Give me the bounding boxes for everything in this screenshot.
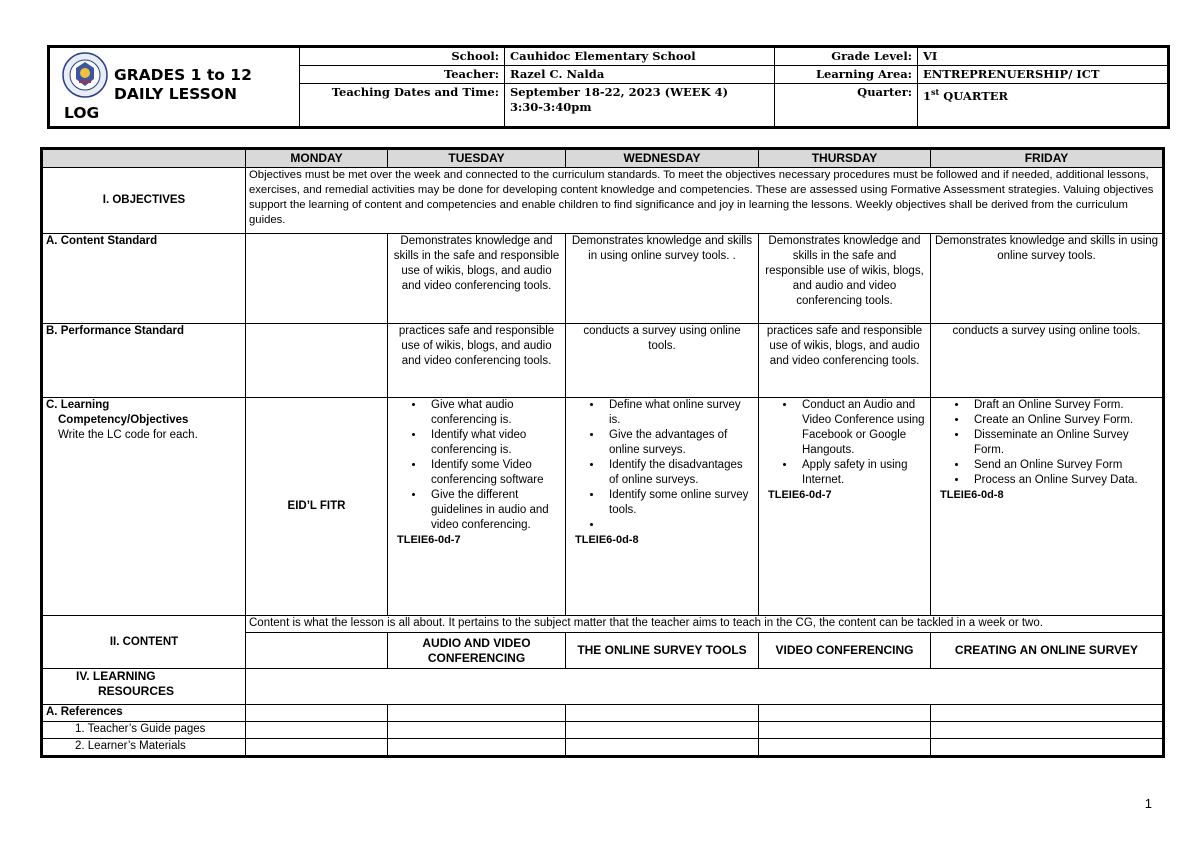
competency-wed-item: • Identify the disadvantages of online surveys. <box>603 458 755 488</box>
content-monday <box>246 633 388 669</box>
quarter-text: QUARTER <box>939 88 1009 103</box>
lesson-log-header <box>47 45 1170 129</box>
competency-label-line2: Competency/Objectives <box>58 414 189 426</box>
resources-row <box>43 669 1163 705</box>
resources-label <box>43 669 246 705</box>
competency-label-line1: C. Learning <box>46 399 110 411</box>
competency-label-line3: Write the LC code for each. <box>58 429 198 441</box>
references-wednesday <box>566 705 759 722</box>
lc-code-friday: TLEIE6-0d-8 <box>940 489 1004 501</box>
objectives-row <box>43 168 1163 234</box>
lm-thursday <box>759 739 931 756</box>
competency-friday <box>931 398 1163 616</box>
teaching-dates-cell <box>505 84 775 127</box>
day-thursday: THURSDAY <box>759 150 931 168</box>
competency-tue-item: • Give what audio conferencing is. <box>425 398 562 428</box>
competency-monday: EID’L FITR <box>246 398 388 616</box>
content-note: Content is what the lesson is all about. It pertains to the subject matter that the teacher aims to teach in the CG, the content can be tackled in a week or two. <box>246 616 1163 633</box>
day-monday: MONDAY <box>246 150 388 168</box>
competency-fri-item: • Disseminate an Online Survey Form. <box>968 428 1159 458</box>
references-label: A. References <box>43 705 246 722</box>
competency-friday-list <box>934 398 1159 488</box>
content-standard-tuesday: Demonstrates knowledge and skills in the safe and responsible use of wikis, blogs, and audio and video conferencing tools. <box>388 234 566 324</box>
content-wednesday: THE ONLINE SURVEY TOOLS <box>566 633 759 669</box>
competency-tuesday <box>388 398 566 616</box>
lm-wednesday <box>566 739 759 756</box>
competency-tue-item: • Give the different guidelines in audio and video conferencing. <box>425 488 562 533</box>
references-friday <box>931 705 1163 722</box>
content-standard-row <box>43 234 1163 324</box>
header-logo-cell <box>50 48 300 127</box>
content-thursday: VIDEO CONFERENCING <box>759 633 931 669</box>
dll-title-line2: DAILY LESSON <box>114 85 237 103</box>
lm-monday <box>246 739 388 756</box>
performance-standard-row <box>43 324 1163 398</box>
teachers-guide-row <box>43 722 1163 739</box>
days-header-row <box>43 150 1163 168</box>
competency-fri-item: • Draft an Online Survey Form. <box>968 398 1159 413</box>
content-standard-thursday: Demonstrates knowledge and skills in the safe and responsible use of wikis, blogs, and audio and video conferencing tools. <box>759 234 931 324</box>
competency-label <box>43 398 246 616</box>
references-row <box>43 705 1163 722</box>
references-tuesday <box>388 705 566 722</box>
content-tuesday: AUDIO AND VIDEO CONFERENCING <box>388 633 566 669</box>
performance-standard-label: B. Performance Standard <box>43 324 246 398</box>
competency-wed-item: • Identify some online survey tools. <box>603 488 755 518</box>
page-number: 1 <box>1144 796 1152 811</box>
school-value: Cauhidoc Elementary School <box>505 48 775 66</box>
learning-area-value: ENTREPRENUERSHIP/ ICT <box>918 66 1168 84</box>
resources-label-line2: RESOURCES <box>98 684 175 698</box>
competency-tue-item: • Identify what video conferencing is. <box>425 428 562 458</box>
content-standard-wednesday: Demonstrates knowledge and skills in using online survey tools. . <box>566 234 759 324</box>
content-standard-friday: Demonstrates knowledge and skills in using online survey tools. <box>931 234 1163 324</box>
teaching-dates-label: Teaching Dates and Time: <box>300 84 505 127</box>
day-wednesday: WEDNESDAY <box>566 150 759 168</box>
competency-wed-item: • Give the advantages of online surveys. <box>603 428 755 458</box>
competency-thu-item: • Apply safety in using Internet. <box>796 458 927 488</box>
competency-wed-item <box>603 518 755 533</box>
content-standard-label: A. Content Standard <box>43 234 246 324</box>
competency-fri-item: • Create an Online Survey Form. <box>968 413 1159 428</box>
competency-tuesday-list <box>391 398 562 533</box>
lesson-log-table <box>42 149 1163 756</box>
objectives-text: Objectives must be met over the week and connected to the curriculum standards. To meet the objectives necessary procedures must be followed and if needed, additional lessons, exercises, and remedial activities may be done for developing content knowledge and competencies. These are assessed using Formative Assessment strategies. Valuing objectives support the learning of content and competencies and enable children to find significance and joy in learning the lessons. Weekly objectives shall be derived from the curriculum guides. <box>246 168 1163 234</box>
content-label: II. CONTENT <box>43 616 246 669</box>
day-friday: FRIDAY <box>931 150 1163 168</box>
lm-tuesday <box>388 739 566 756</box>
day-tuesday: TUESDAY <box>388 150 566 168</box>
tg-wednesday <box>566 722 759 739</box>
competency-wednesday <box>566 398 759 616</box>
references-monday <box>246 705 388 722</box>
competency-fri-item: • Send an Online Survey Form <box>968 458 1159 473</box>
tg-friday <box>931 722 1163 739</box>
competency-thu-item: • Conduct an Audio and Video Conference using Facebook or Google Hangouts. <box>796 398 927 458</box>
teacher-value: Razel C. Nalda <box>505 66 775 84</box>
school-label: School: <box>300 48 505 66</box>
lc-code-tuesday: TLEIE6-0d-7 <box>397 534 461 546</box>
competency-row <box>43 398 1163 616</box>
competency-thursday-list <box>762 398 927 488</box>
lm-friday <box>931 739 1163 756</box>
learning-area-label: Learning Area: <box>775 66 918 84</box>
dll-title-line1: GRADES 1 to 12 <box>114 66 252 84</box>
resources-label-line1: IV. LEARNING <box>76 669 156 683</box>
dll-title-line3: LOG <box>64 104 100 122</box>
quarter-label: Quarter: <box>775 84 918 127</box>
quarter-number: 1 <box>923 88 932 103</box>
references-thursday <box>759 705 931 722</box>
learners-materials-row <box>43 739 1163 756</box>
competency-fri-item: • Process an Online Survey Data. <box>968 473 1159 488</box>
grade-level-label: Grade Level: <box>775 48 918 66</box>
quarter-suffix: st <box>931 87 940 97</box>
dll-title <box>64 66 252 123</box>
performance-standard-wednesday: conducts a survey using online tools. <box>566 324 759 398</box>
tg-tuesday <box>388 722 566 739</box>
teachers-guide-label: 1. Teacher’s Guide pages <box>43 722 246 739</box>
corner-cell <box>43 150 246 168</box>
competency-thursday <box>759 398 931 616</box>
tg-thursday <box>759 722 931 739</box>
content-note-row <box>43 616 1163 633</box>
teacher-label: Teacher: <box>300 66 505 84</box>
performance-standard-friday: conducts a survey using online tools. <box>931 324 1163 398</box>
performance-standard-tuesday: practices safe and responsible use of wikis, blogs, and audio and video conferencing tools. <box>388 324 566 398</box>
objectives-label: I. OBJECTIVES <box>43 168 246 234</box>
competency-tue-item: • Identify some Video conferencing software <box>425 458 562 488</box>
lc-code-wednesday: TLEIE6-0d-8 <box>575 534 639 546</box>
competency-wednesday-list <box>569 398 755 533</box>
tg-monday <box>246 722 388 739</box>
learners-materials-label: 2. Learner’s Materials <box>43 739 246 756</box>
performance-standard-thursday: practices safe and responsible use of wikis, blogs, and audio and video conferencing tools. <box>759 324 931 398</box>
content-friday: CREATING AN ONLINE SURVEY <box>931 633 1163 669</box>
lc-code-thursday: TLEIE6-0d-7 <box>768 489 832 501</box>
resources-cell <box>246 669 1163 705</box>
grade-level-value: VI <box>918 48 1168 66</box>
quarter-value <box>918 84 1168 127</box>
content-standard-monday <box>246 234 388 324</box>
teaching-time-value: 3:30-3:40pm <box>510 100 592 114</box>
performance-standard-monday <box>246 324 388 398</box>
competency-wed-item: • Define what online survey is. <box>603 398 755 428</box>
teaching-dates-value: September 18-22, 2023 (WEEK 4) <box>510 85 729 99</box>
